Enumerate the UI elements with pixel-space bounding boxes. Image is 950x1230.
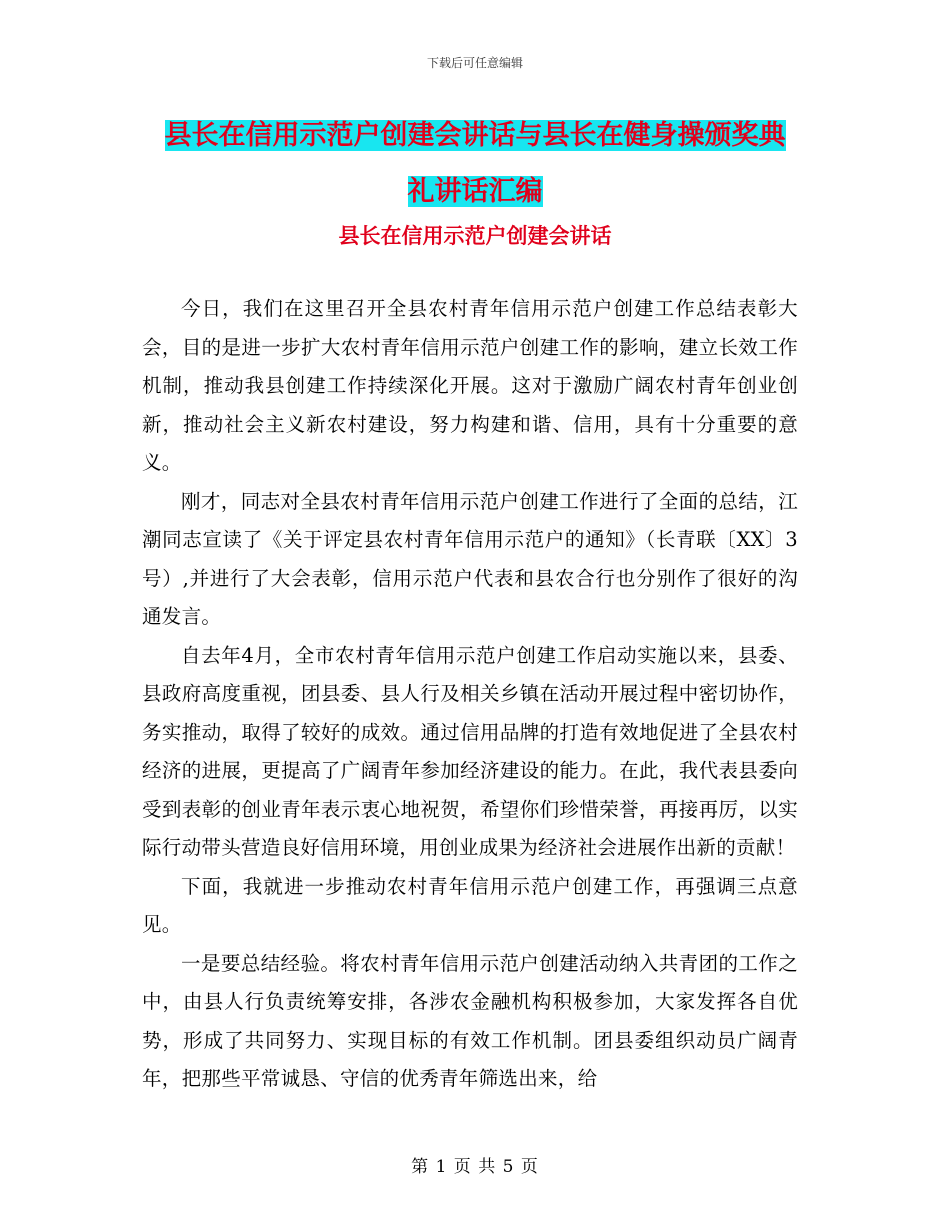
document-title-line-1: 县长在信用示范户创建会讲话与县长在健身操颁奖典 <box>164 120 786 151</box>
document-title-line-2: 礼讲话汇编 <box>407 176 543 207</box>
page-number: 第 1 页 共 5 页 <box>411 1157 539 1177</box>
paragraph: 刚才，同志对全县农村青年信用示范户创建工作进行了全面的总结，江潮同志宣读了《关于评定县农村青年信用示范户的通知》（长青联〔XX〕3号）,并进行了大会表彰，信用示范户代表和县农合行也分别作了很好的沟通发言。 <box>142 489 798 628</box>
paragraph: 一是要总结经验。将农村青年信用示范户创建活动纳入共青团的工作之中，由县人行负责统筹安排，各涉农金融机构积极参加，大家发挥各自优势，形成了共同努力、实现目标的有效工作机制。团县委组织动员广阔青年，把那些平常诚恳、守信的优秀青年筛选出来，给 <box>142 951 798 1090</box>
document-title <box>140 108 810 220</box>
body-text <box>142 290 798 1099</box>
paragraph: 自去年4月，全市农村青年信用示范户创建工作启动实施以来，县委、县政府高度重视，团县委、县人行及相关乡镇在活动开展过程中密切协作，务实推动，取得了较好的成效。通过信用品牌的打造有效地促进了全县农村经济的进展，更提高了广阔青年参加经济建设的能力。在此，我代表县委向受到表彰的创业青年表示衷心地祝贺，希望你们珍惜荣誉，再接再厉，以实际行动带头营造良好信用环境，用创业成果为经济社会进展作出新的贡献！ <box>142 643 798 859</box>
paragraph: 今日，我们在这里召开全县农村青年信用示范户创建工作总结表彰大会，目的是进一步扩大农村青年信用示范户创建工作的影响，建立长效工作机制，推动我县创建工作持续深化开展。这对于激励广阔农村青年创业创新，推动社会主义新农村建设，努力构建和谐、信用，具有十分重要的意义。 <box>142 297 798 474</box>
paragraph: 下面，我就进一步推动农村青年信用示范户创建工作，再强调三点意见。 <box>142 874 798 936</box>
section-title: 县长在信用示范户创建会讲话 <box>338 224 612 248</box>
header-note: 下载后可任意编辑 <box>426 56 523 70</box>
